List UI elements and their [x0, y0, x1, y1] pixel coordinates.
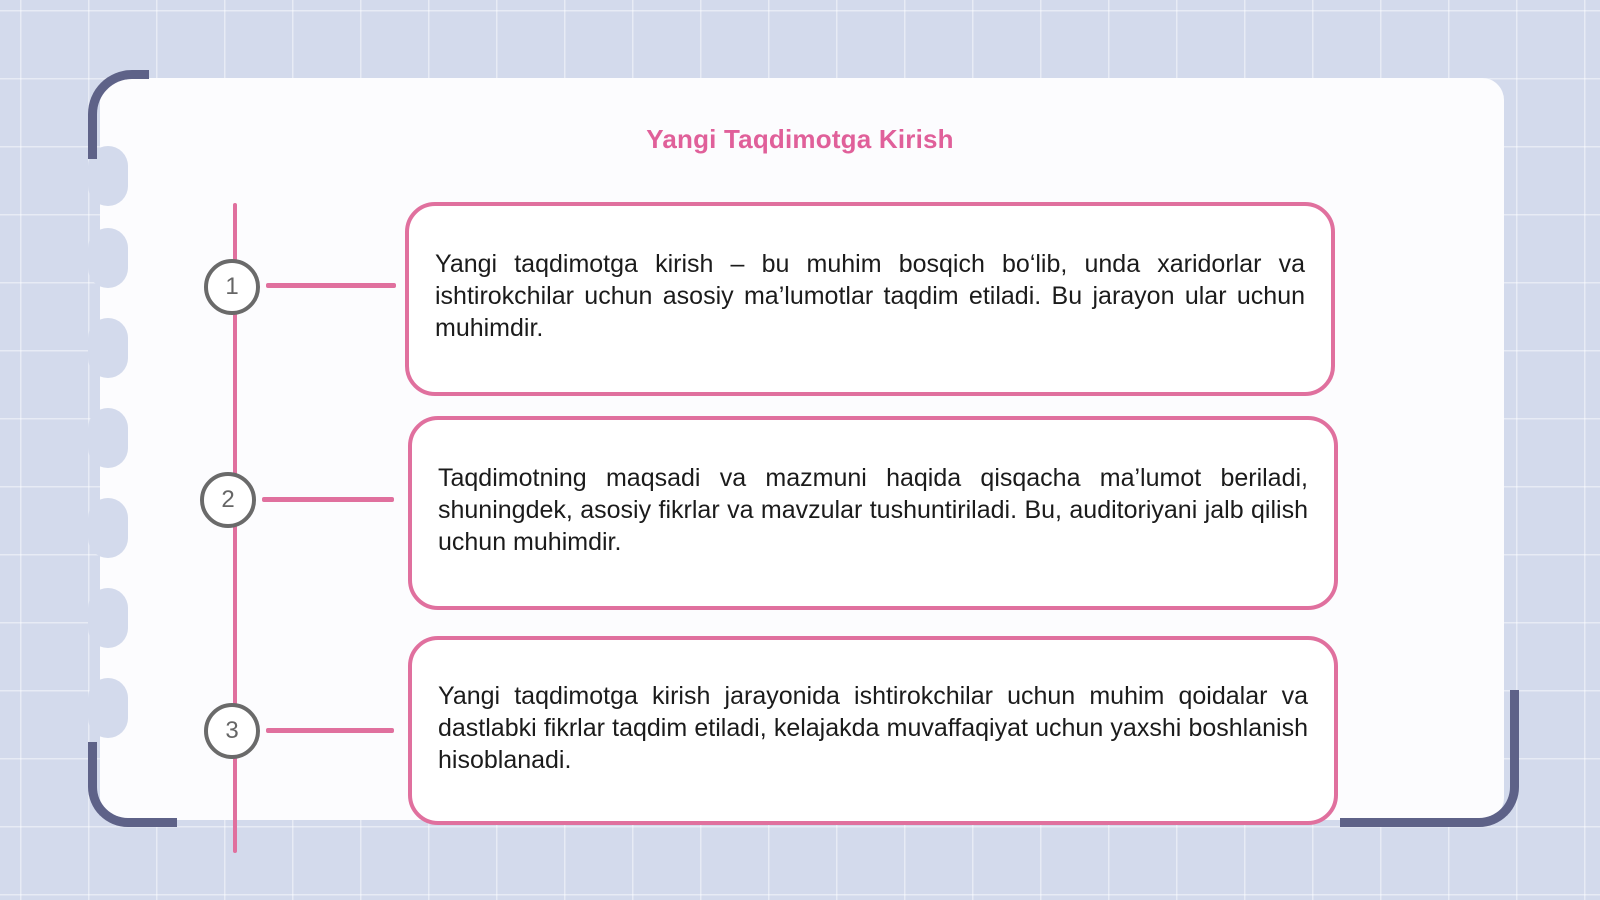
step-number-1: 1 — [204, 259, 260, 315]
slide-title: Yangi Taqdimotga Kirish — [646, 124, 954, 154]
paper-notch — [88, 318, 128, 378]
frame-corner-bottom-right — [1340, 690, 1519, 827]
step-text-2: Taqdimotning maqsadi va mazmuni haqida qisqacha ma’lumot beriladi, shuningdek, asosiy fikrlar va mavzular tushuntiriladi. Bu, auditoriyani jalb qilish uchun muhimdir. — [438, 464, 1308, 556]
step-number-2: 2 — [200, 472, 256, 528]
step-connector — [266, 283, 396, 288]
step-card-2 — [408, 416, 1338, 610]
paper-notch — [88, 408, 128, 468]
paper-notch — [88, 498, 128, 558]
paper-notch — [88, 678, 128, 738]
step-number-3: 3 — [204, 703, 260, 759]
step-connector — [266, 728, 394, 733]
frame-corner-bottom-left — [88, 742, 177, 827]
paper-notch — [88, 588, 128, 648]
step-card-1 — [405, 202, 1335, 396]
step-connector — [262, 497, 394, 502]
step-card-3 — [408, 636, 1338, 825]
step-text-3: Yangi taqdimotga kirish jarayonida ishtirokchilar uchun muhim qoidalar va dastlabki fikrlar taqdim etiladi, kelajakda muvaffaqiyat uchun yaxshi boshlanish hisoblanadi. — [438, 681, 1308, 774]
step-text-1: Yangi taqdimotga kirish – bu muhim bosqich bo‘lib, unda xaridorlar va ishtirokchilar uchun asosiy ma’lumotlar taqdim etiladi. Bu jarayon ular uchun muhimdir. — [435, 250, 1305, 342]
paper-notch — [88, 228, 128, 288]
